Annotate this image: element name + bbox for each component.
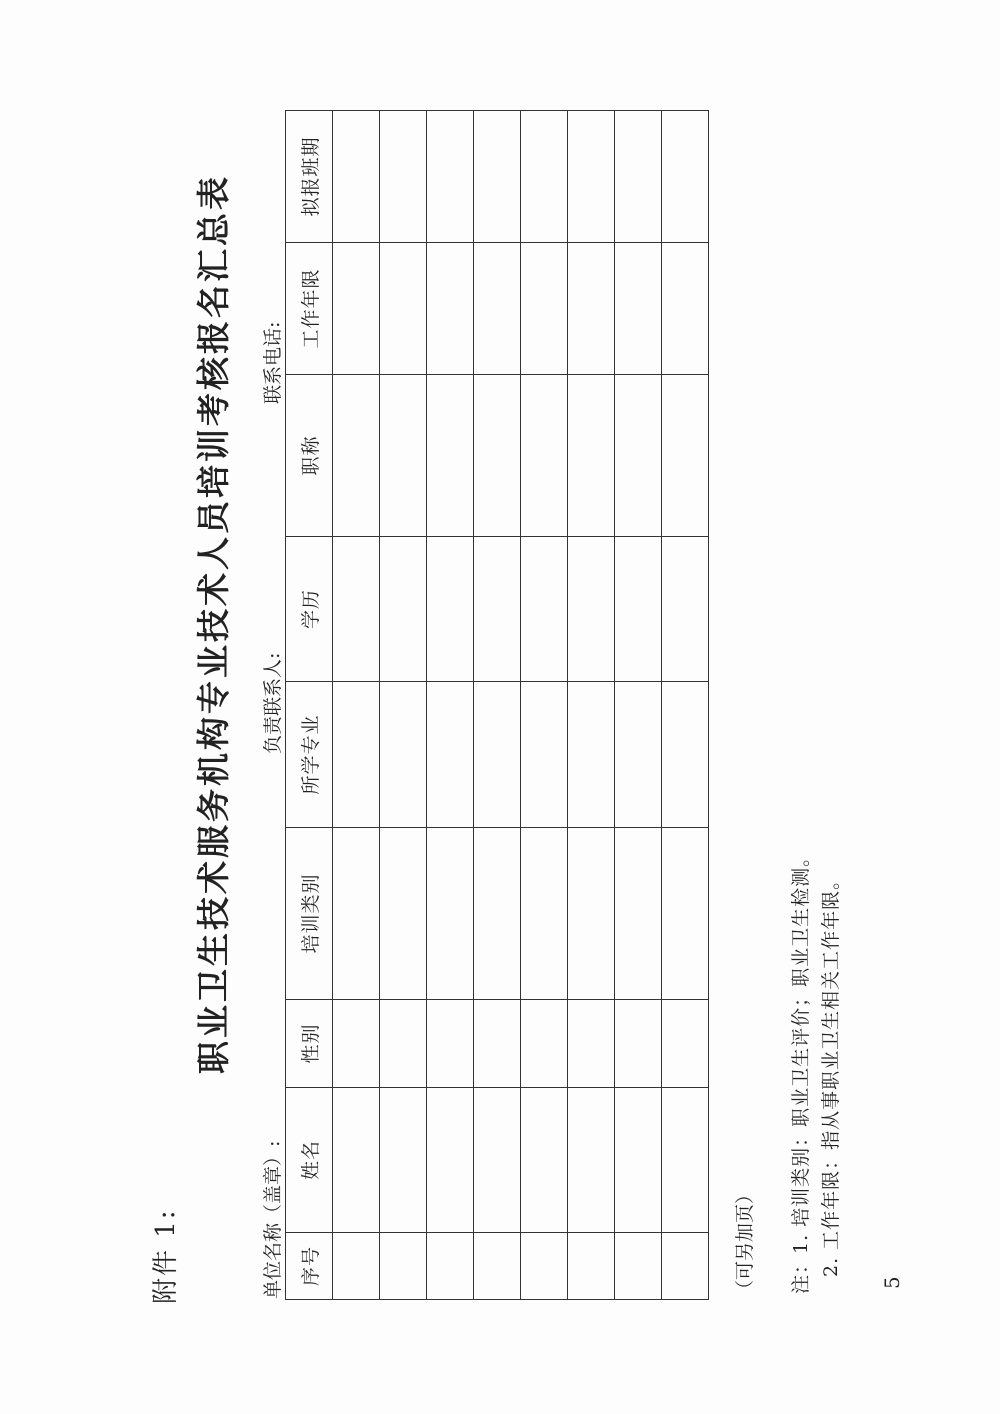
registration-table	[285, 110, 709, 1300]
empty-cell[interactable]	[615, 375, 662, 537]
empty-cell[interactable]	[568, 1088, 615, 1233]
empty-cell[interactable]	[380, 828, 427, 1000]
empty-cell[interactable]	[521, 1233, 568, 1300]
empty-cell[interactable]	[333, 828, 380, 1000]
empty-cell[interactable]	[568, 1233, 615, 1300]
empty-cell[interactable]	[474, 1088, 521, 1233]
empty-cell[interactable]	[427, 1233, 474, 1300]
empty-cell[interactable]	[662, 1088, 709, 1233]
empty-cell[interactable]	[427, 1088, 474, 1233]
empty-cell[interactable]	[521, 1000, 568, 1088]
empty-cell[interactable]	[427, 1000, 474, 1088]
table-row	[380, 111, 427, 1300]
empty-cell[interactable]	[380, 682, 427, 828]
page-number: 5	[880, 1276, 904, 1289]
header-cell: 拟报班期	[286, 111, 333, 243]
empty-cell[interactable]	[427, 682, 474, 828]
more-pages-note: （可另加页）	[734, 1184, 756, 1299]
empty-cell[interactable]	[615, 1233, 662, 1300]
table-row	[568, 111, 615, 1300]
empty-cell[interactable]	[333, 243, 380, 375]
empty-cell[interactable]	[521, 537, 568, 682]
empty-cell[interactable]	[333, 1000, 380, 1088]
empty-cell[interactable]	[615, 682, 662, 828]
header-cell: 所学专业	[286, 682, 333, 828]
form-title: 职业卫生技术服务机构专业技术人员培训考核报名汇总表	[194, 174, 233, 1074]
table-header-row	[286, 111, 333, 1300]
header-cell: 工作年限	[286, 243, 333, 375]
empty-cell[interactable]	[380, 1233, 427, 1300]
empty-cell[interactable]	[615, 111, 662, 243]
table-row	[474, 111, 521, 1300]
empty-cell[interactable]	[568, 682, 615, 828]
empty-cell[interactable]	[474, 828, 521, 1000]
empty-cell[interactable]	[380, 243, 427, 375]
empty-cell[interactable]	[427, 828, 474, 1000]
empty-cell[interactable]	[474, 682, 521, 828]
empty-cell[interactable]	[333, 1088, 380, 1233]
empty-cell[interactable]	[568, 111, 615, 243]
empty-cell[interactable]	[474, 1000, 521, 1088]
empty-cell[interactable]	[380, 537, 427, 682]
header-cell: 学历	[286, 537, 333, 682]
empty-cell[interactable]	[662, 1000, 709, 1088]
empty-cell[interactable]	[333, 1233, 380, 1300]
empty-cell[interactable]	[568, 375, 615, 537]
table-row	[662, 111, 709, 1300]
empty-cell[interactable]	[521, 243, 568, 375]
empty-cell[interactable]	[474, 111, 521, 243]
empty-cell[interactable]	[615, 1088, 662, 1233]
header-cell: 序号	[286, 1233, 333, 1300]
empty-cell[interactable]	[568, 537, 615, 682]
note-line: 注：1. 培训类别：职业卫生评价；职业卫生检测。	[790, 846, 812, 1294]
empty-cell[interactable]	[662, 682, 709, 828]
note-line: 2. 工作年限：指从事职业卫生相关工作年限。	[820, 869, 842, 1277]
empty-cell[interactable]	[380, 1088, 427, 1233]
empty-cell[interactable]	[474, 1233, 521, 1300]
unit-name-label: 单位名称（盖章）:	[262, 1140, 284, 1299]
empty-cell[interactable]	[521, 828, 568, 1000]
table-row	[333, 111, 380, 1300]
empty-cell[interactable]	[615, 1000, 662, 1088]
annex-label: 附件 1:	[151, 1208, 181, 1304]
header-cell: 职称	[286, 375, 333, 537]
empty-cell[interactable]	[662, 243, 709, 375]
empty-cell[interactable]	[662, 111, 709, 243]
table-row	[427, 111, 474, 1300]
empty-cell[interactable]	[427, 375, 474, 537]
empty-cell[interactable]	[521, 682, 568, 828]
empty-cell[interactable]	[615, 243, 662, 375]
empty-cell[interactable]	[568, 1000, 615, 1088]
table-row	[615, 111, 662, 1300]
contact-person-label: 负责联系人:	[262, 652, 284, 754]
contact-phone-label: 联系电话:	[262, 321, 284, 404]
empty-cell[interactable]	[662, 375, 709, 537]
empty-cell[interactable]	[474, 243, 521, 375]
empty-cell[interactable]	[380, 111, 427, 243]
empty-cell[interactable]	[662, 828, 709, 1000]
empty-cell[interactable]	[427, 537, 474, 682]
empty-cell[interactable]	[333, 537, 380, 682]
table-body	[333, 111, 709, 1300]
empty-cell[interactable]	[662, 537, 709, 682]
empty-cell[interactable]	[427, 111, 474, 243]
empty-cell[interactable]	[521, 111, 568, 243]
empty-cell[interactable]	[568, 828, 615, 1000]
empty-cell[interactable]	[474, 537, 521, 682]
empty-cell[interactable]	[521, 1088, 568, 1233]
empty-cell[interactable]	[427, 243, 474, 375]
header-cell: 性别	[286, 1000, 333, 1088]
empty-cell[interactable]	[333, 111, 380, 243]
empty-cell[interactable]	[380, 1000, 427, 1088]
header-cell: 姓名	[286, 1088, 333, 1233]
header-cell: 培训类别	[286, 828, 333, 1000]
empty-cell[interactable]	[333, 682, 380, 828]
table-row	[521, 111, 568, 1300]
empty-cell[interactable]	[333, 375, 380, 537]
empty-cell[interactable]	[615, 828, 662, 1000]
empty-cell[interactable]	[615, 537, 662, 682]
empty-cell[interactable]	[521, 375, 568, 537]
empty-cell[interactable]	[662, 1233, 709, 1300]
empty-cell[interactable]	[380, 375, 427, 537]
empty-cell[interactable]	[568, 243, 615, 375]
empty-cell[interactable]	[474, 375, 521, 537]
